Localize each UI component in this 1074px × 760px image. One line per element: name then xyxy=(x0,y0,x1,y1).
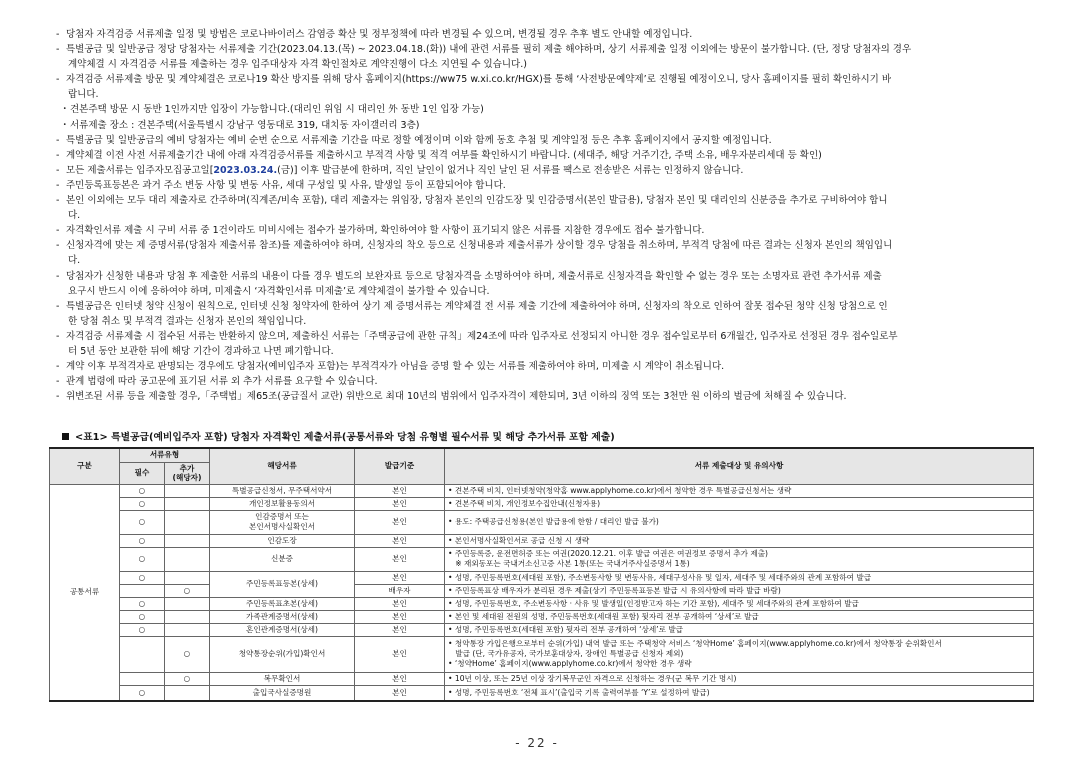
additional-mark xyxy=(165,610,210,623)
document-name: 혼인관계증명서(상세) xyxy=(210,623,355,636)
issuer-cell: 본인 xyxy=(355,497,445,510)
note-line xyxy=(56,284,1036,299)
table-row xyxy=(50,497,1034,510)
table-row xyxy=(50,623,1034,636)
note-text: 터 5년 동안 보관한 뒤에 해당 기간이 경과하고 나면 폐기합니다. xyxy=(68,345,334,357)
additional-mark xyxy=(165,547,210,571)
note-line xyxy=(56,193,1036,208)
dash-bullet: - xyxy=(56,391,60,403)
note-line xyxy=(56,42,1036,57)
document-name: 개인정보활용동의서 xyxy=(210,497,355,510)
document-name: 특별공급신청서, 무주택서약서 xyxy=(210,484,355,497)
dash-bullet: - xyxy=(56,149,60,161)
table-row xyxy=(50,672,1034,685)
note-line xyxy=(56,163,1036,178)
document-name: 주민등록표등본(상세) xyxy=(210,571,355,597)
header-issuer: 발급기준 xyxy=(355,448,445,484)
note-text: 자격검증 서류제출 방문 및 계약체결은 코로나19 확산 방지를 위해 당사 홈페이지(https://ww75 w.xi.co.kr/HGX)를 통해 ‘사전방문예약제’로 진행될 예정이오니, 당사 홈페이지를 필히 확인하시기 바 xyxy=(66,74,892,86)
issuer-cell: 본인 xyxy=(355,685,445,701)
note-line xyxy=(56,133,1036,148)
notes-cell xyxy=(445,597,1034,610)
table-row xyxy=(50,571,1034,584)
table-row xyxy=(50,510,1034,534)
issuer-cell: 본인 xyxy=(355,510,445,534)
document-name: 신분증 xyxy=(210,547,355,571)
additional-mark xyxy=(165,597,210,610)
document-name: 인감증명서 또는 본인서명사실확인서 xyxy=(210,510,355,534)
note-line xyxy=(56,253,1036,268)
note-text: 자격확인서류 제출 시 구비 서류 중 1건이라도 미비시에는 접수가 불가하며, 확인하여야 할 사항이 표기되지 않은 서류를 지참한 경우에도 접수 불가합니다. xyxy=(66,225,705,237)
notes-cell xyxy=(445,623,1034,636)
notes-line: • 견본주택 비치, 인터넷청약(청약홈 www.applyhome.co.kr)에서 청약한 경우 특별공급신청서는 생략 xyxy=(448,485,792,495)
document-name: 가족관계증명서(상세) xyxy=(210,610,355,623)
additional-mark xyxy=(165,571,210,584)
note-text: 계약체결 이전 사전 서류제출기간 내에 아래 자격검증서류를 제출하시고 부적격 사항 및 적격 여부를 확인하시기 바랍니다. (세대주, 해당 거주기간, 주택 소유, 배우자분리세대 등 확인) xyxy=(66,149,822,161)
note-line xyxy=(56,87,1036,102)
square-bullet-icon xyxy=(62,433,69,440)
note-line xyxy=(56,57,1036,72)
dash-bullet: - xyxy=(56,134,60,146)
notes-cell xyxy=(445,497,1034,510)
required-mark xyxy=(120,584,165,597)
notes-cell xyxy=(445,547,1034,571)
additional-mark xyxy=(165,510,210,534)
dash-bullet: - xyxy=(56,164,60,176)
table-row xyxy=(50,597,1034,610)
note-text: 특별공급 및 일반공급의 예비 당첨자는 예비 순번 순으로 서류제출 기간을 따로 정할 예정이며 이와 함께 동호 추첨 및 계약일정 등은 추후 홈페이지에서 공지할 예정입니다. xyxy=(66,134,772,146)
notes-cell xyxy=(445,685,1034,701)
header-document: 해당서류 xyxy=(210,448,355,484)
table-row xyxy=(50,484,1034,497)
issuer-cell: 본인 xyxy=(355,571,445,584)
required-mark: ○ xyxy=(120,497,165,510)
note-line xyxy=(56,329,1036,344)
required-mark: ○ xyxy=(120,547,165,571)
required-mark xyxy=(120,672,165,685)
additional-mark: ○ xyxy=(165,584,210,597)
notes-line: ※ 재외동포는 국내거소신고증 사본 1통(또는 국내거주사실증명서 1통) xyxy=(448,559,690,568)
additional-mark xyxy=(165,534,210,547)
dash-bullet: - xyxy=(56,376,60,388)
notes-line: 발급 (단, 국가유공자, 국가보훈대상자, 장애인 특별공급 신청자 제외) xyxy=(448,649,684,658)
note-text: 관계 법령에 따라 공고문에 표기된 서류 외 추가 서류를 요구할 수 있습니다. xyxy=(66,376,378,388)
dash-bullet: - xyxy=(56,330,60,342)
issuer-cell: 본인 xyxy=(355,534,445,547)
required-mark: ○ xyxy=(120,597,165,610)
note-text: 다. xyxy=(68,210,81,222)
dash-bullet: - xyxy=(56,361,60,373)
required-mark: ○ xyxy=(120,510,165,534)
additional-mark xyxy=(165,497,210,510)
dash-bullet: - xyxy=(56,225,60,237)
notes-cell xyxy=(445,584,1034,597)
notes-line: • 본인서명사실확인서로 공급 신청 시 생략 xyxy=(448,535,590,545)
notes-cell xyxy=(445,672,1034,685)
document-name: 출입국사실증명원 xyxy=(210,685,355,701)
documents-table xyxy=(49,447,1034,702)
notes-cell xyxy=(445,636,1034,672)
issuer-cell: 본인 xyxy=(355,547,445,571)
note-text: 본인 이외에는 모두 대리 제출자로 간주하며(직계존/비속 포함), 대리 제출자는 위임장, 당첨자 본인의 인감도장 및 인감증명서(본인 발급용), 당첨자 본인 및 대리인의 신분증을 추가로 구비하여야 합니 xyxy=(66,195,888,207)
notes-line: • 성명, 주민등록번호 ‘전체 표시’(출입국 기록 출력여부를 ‘Y’로 설정하여 발급) xyxy=(448,687,710,697)
issuer-cell: 본인 xyxy=(355,672,445,685)
notes-line: • 성명, 주민등록번호(세대원 포함) 뒷자리 전부 공개하여 ‘상세’로 발급 xyxy=(448,624,684,634)
issuer-cell: 본인 xyxy=(355,623,445,636)
notes-line: • 성명, 주민등록번호(세대원 포함), 주소변동사항 및 변동사유, 세대구성사유 및 일자, 세대주 및 세대주와의 관계 포함하여 발급 xyxy=(448,572,872,582)
note-line xyxy=(56,238,1036,253)
note-text: 위변조된 서류 등을 제출할 경우,「주택법」제65조(공급질서 교란) 위반으로 최대 10년의 범위에서 입주자격이 제한되며, 3년 이하의 징역 또는 3천만 원 이하의 벌금에 처해질 수 있습니다. xyxy=(66,391,847,403)
header-category: 구분 xyxy=(50,448,120,484)
issuer-cell: 본인 xyxy=(355,597,445,610)
table-row xyxy=(50,584,1034,597)
required-mark: ○ xyxy=(120,685,165,701)
additional-mark xyxy=(165,623,210,636)
issuer-cell: 본인 xyxy=(355,610,445,623)
note-text xyxy=(66,165,743,176)
header-required: 필수 xyxy=(120,462,165,484)
header-additional: 추가 (해당자) xyxy=(165,462,210,484)
dash-bullet: - xyxy=(56,240,60,252)
note-text: 한 당첨 취소 및 부적격 결과는 신청자 본인의 책임입니다. xyxy=(68,315,307,327)
dash-bullet: - xyxy=(56,179,60,191)
additional-mark: ○ xyxy=(165,636,210,672)
required-mark xyxy=(120,636,165,672)
table-caption-text: <표1> 특별공급(예비입주자 포함) 당첨자 자격확인 제출서류(공통서류와 당첨 유형별 필수서류 및 해당 추가서류 포함 제출) xyxy=(75,432,615,443)
notes-line: • 용도: 주택공급신청용(본인 발급용에 한함 / 대리인 발급 불가) xyxy=(448,517,659,526)
dot-bullet: ・ xyxy=(60,119,70,131)
table-row xyxy=(50,685,1034,701)
page-number-text: - 22 - xyxy=(515,736,559,750)
additional-mark: ○ xyxy=(165,672,210,685)
note-text: 다. xyxy=(68,255,81,267)
note-text: 특별공급은 인터넷 청약 신청이 원칙으로, 인터넷 신청 청약자에 한하여 상기 제 증명서류는 계약체결 전 서류 제출 기간에 제출하여야 하며, 신청자의 착오로 인하여 잘못 접수된 청약 신청 당첨으로 인 xyxy=(66,300,888,312)
issuer-cell: 본인 xyxy=(355,484,445,497)
note-text: 주민등록표등본은 과거 주소 변동 사항 및 변동 사유, 세대 구성일 및 사유, 발생일 등이 포함되어야 합니다. xyxy=(66,179,506,191)
note-line xyxy=(56,178,1036,193)
page-number xyxy=(0,736,1074,750)
dash-bullet: - xyxy=(56,300,60,312)
notes-line: • 성명, 주민등록번호, 주소변동사항 · 사유 및 발생일(인정받고자 하는 기간 포함), 세대주 및 세대주와의 관계 포함하여 발급 xyxy=(448,598,859,608)
note-line xyxy=(56,269,1036,284)
note-text: 자격검증 서류제출 시 접수된 서류는 반환하지 않으며, 제출하신 서류는「주택공급에 관한 규칙」제24조에 따라 입주자로 선정되지 아니한 경우 접수일로부터 6개월간, 입주자로 선정된 경우 접수일로부 xyxy=(66,330,898,342)
note-line xyxy=(56,72,1036,87)
note-text: 당첨자 자격검증 서류제출 일정 및 방법은 코로나바이러스 감염증 확산 및 정부정책에 따라 변경될 수 있으며, 변경될 경우 추후 별도 안내할 예정입니다. xyxy=(66,29,693,40)
table-row xyxy=(50,547,1034,571)
category-cell: 공통서류 xyxy=(50,484,120,701)
note-line xyxy=(56,299,1036,314)
additional-mark xyxy=(165,484,210,497)
note-line xyxy=(56,374,1036,389)
table-row xyxy=(50,636,1034,672)
note-line xyxy=(56,389,1036,404)
notes-cell xyxy=(445,510,1034,534)
notes-cell xyxy=(445,534,1034,547)
dash-bullet: - xyxy=(56,195,60,207)
note-text: 요구시 반드시 이에 응하여야 하며, 미제출시 ‘자격확인서류 미제출’로 계약체결이 불가할 수 있습니다. xyxy=(68,285,490,297)
issuer-cell: 본인 xyxy=(355,636,445,672)
notes-line: • 청약통장 가입은행으로부터 순위(가입) 내역 발급 또는 주택청약 서비스 ‘청약Home’ 홈페이지(www.applyhome.co.kr)에서 청약통장 순위확인서 xyxy=(448,639,942,648)
dash-bullet: - xyxy=(56,270,60,282)
required-mark: ○ xyxy=(120,571,165,584)
notes-line: • 본인 및 세대원 전원의 성명, 주민등록번호(세대원 포함) 뒷자리 전부 공개하여 ‘상세’로 발급 xyxy=(448,611,759,621)
document-name: 주민등록표초본(상세) xyxy=(210,597,355,610)
required-mark: ○ xyxy=(120,610,165,623)
dash-bullet: - xyxy=(56,74,60,86)
notes-list xyxy=(56,27,1036,404)
table-caption xyxy=(62,429,615,443)
note-text: 계약 이후 부적격자로 판명되는 경우에도 당첨자(예비입주자 포함)는 부적격자가 아님을 증명 할 수 있는 서류를 제출하여야 하며, 미제출 시 계약이 취소됩니다. xyxy=(66,361,725,373)
dot-bullet: ・ xyxy=(60,104,70,116)
note-line xyxy=(56,314,1036,329)
note-text: 당첨자가 신청한 내용과 당첨 후 제출한 서류의 내용이 다를 경우 별도의 보완자료 등으로 당첨자격을 소명하여야 하며, 제출서류로 신청자격을 확인할 수 없는 경우 또는 소명자료 관련 추가서류 제출 xyxy=(66,270,882,282)
notes-line: • 주민등록증, 운전면허증 또는 여권(2020.12.21. 이후 발급 여권은 여권정보 증명서 추가 제출) xyxy=(448,549,768,558)
additional-mark xyxy=(165,685,210,701)
table-row xyxy=(50,610,1034,623)
dash-bullet: - xyxy=(56,29,60,40)
document-name: 인감도장 xyxy=(210,534,355,547)
note-text: 신청자격에 맞는 제 증명서류(당첨자 제출서류 참조)를 제출하여야 하며, 신청자의 착오 등으로 신청내용과 제출서류가 상이할 경우 당첨을 취소하며, 부적격 당첨에 따른 결과는 신청자 본인의 책임입니 xyxy=(66,240,893,252)
note-text: 특별공급 및 일반공급 정당 당첨자는 서류제출 기간(2023.04.13.(목) ~ 2023.04.18.(화)) 내에 관련 서류를 필히 제출 해야하며, 상기 서류제출 일정 이외에는 방문이 불가합니다. (단, 정당 당첨자의 경우 xyxy=(66,44,912,56)
document-name: 청약통장순위(가입)확인서 xyxy=(210,636,355,672)
note-line xyxy=(56,118,1036,133)
note-text: 계약체결 시 자격검증 서류를 제출하는 경우 입주대상자 자격 확인절차로 계약진행이 다소 지연될 수 있습니다.) xyxy=(68,59,527,71)
note-line xyxy=(56,27,1036,42)
header-notes: 서류 제출대상 및 유의사항 xyxy=(445,448,1034,484)
note-line xyxy=(56,344,1036,359)
note-text: 서류제출 장소 : 견본주택(서울특별시 강남구 영동대로 319, 대치동 자이갤러리 3층) xyxy=(70,119,420,131)
notes-line: • 주민등록표상 배우자가 분리된 경우 제출(상기 주민등록표등본 발급 시 유의사항에 따라 발급 바람) xyxy=(448,585,781,595)
table-row xyxy=(50,534,1034,547)
note-line xyxy=(56,102,1036,117)
note-line xyxy=(56,148,1036,163)
notes-cell xyxy=(445,484,1034,497)
notes-cell xyxy=(445,571,1034,584)
notes-line: • 10년 이상, 또는 25년 이상 장기복무군인 자격으로 신청하는 경우(군 복무 기간 명시) xyxy=(448,673,737,683)
note-text-pre: 모든 제출서류는 입주자모집공고일[ xyxy=(66,164,214,176)
note-line xyxy=(56,359,1036,374)
note-text: 랍니다. xyxy=(68,89,99,101)
header-doc-type: 서류유형 xyxy=(120,448,210,462)
note-line xyxy=(56,208,1036,223)
issuer-cell: 배우자 xyxy=(355,584,445,597)
note-text: 견본주택 방문 시 동반 1인까지만 입장이 가능합니다.(대리인 위임 시 대리인 外 동반 1인 입장 가능) xyxy=(70,104,484,116)
notes-line: • ‘청약Home’ 홈페이지(www.applyhome.co.kr)에서 청약한 경우 생략 xyxy=(448,659,692,668)
note-text-post: (금)] 이후 발급분에 한하며, 직인 날인이 없거나 직인 날인 된 서류를 팩스로 전송받은 서류는 인정하지 않습니다. xyxy=(277,164,744,176)
document-name: 복무확인서 xyxy=(210,672,355,685)
notes-cell xyxy=(445,610,1034,623)
highlight-date: 2023.03.24. xyxy=(213,164,278,176)
required-mark: ○ xyxy=(120,484,165,497)
note-line xyxy=(56,223,1036,238)
required-mark: ○ xyxy=(120,534,165,547)
required-mark: ○ xyxy=(120,623,165,636)
notes-line: • 견본주택 비치, 개인정보수집안내(신청자용) xyxy=(448,498,601,508)
dash-bullet: - xyxy=(56,44,60,56)
